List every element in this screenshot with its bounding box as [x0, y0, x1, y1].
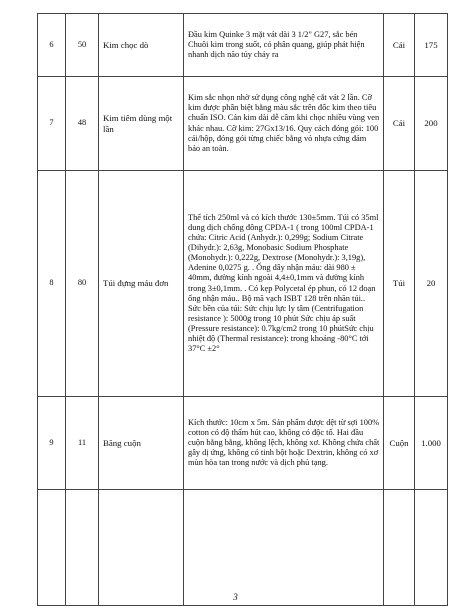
row-description — [184, 77, 384, 171]
row-item-name: Kim chọc dò — [99, 14, 184, 77]
specification-table — [37, 13, 448, 606]
row-unit: Túi — [384, 171, 415, 397]
table-row — [38, 77, 448, 171]
empty-cell — [184, 490, 384, 606]
row-stt: 8 — [38, 171, 66, 397]
page-number: 3 — [233, 592, 238, 602]
row-quantity: 20 — [415, 171, 448, 397]
row-item-name: Kim tiêm dùng một lần — [99, 77, 184, 171]
empty-cell — [66, 490, 99, 606]
empty-cell — [38, 490, 66, 606]
row-description — [184, 397, 384, 490]
table-row-empty — [38, 490, 448, 606]
row-stt: 9 — [38, 397, 66, 490]
table-row — [38, 14, 448, 77]
row-description — [184, 171, 384, 397]
row-quantity: 200 — [415, 77, 448, 171]
row-item-name: Túi đựng máu đơn — [99, 171, 184, 397]
row-stt: 7 — [38, 77, 66, 171]
description-line: Thể tích 250ml và có kích thước 130±5mm. Túi có 35ml dung dịch chống đông CPDA-1 ( trong 100ml CPDA-1 chứa: Citric Acid (Anhydr.): 0,299g; Sodium Citrate (Dihydr.): 2,63g, Monobasic Sodium Phosphate (Monohydr.): 0,222g, Dextrose (Monohydr.): 3,19g), Adenine 0,0275 g. . Ống dây nhận máu: dài 980 ± 40mm, đường kính ngoài 4,4±0,1mm và đường kính trong 3±0,1mm. . Có kẹp Polycetal ép phun, có 12 đoạn ống nhận máu.. Bộ mã vạch ISBT 128 trên nhãn túi.. Sức bền của túi: Sức chịu lực ly tâm (Centrifugation resistance ): 5000g trong 10 phút Sức chịu áp suất (Pressure resistance): 0.7kg/cm2 trong 10 phútSức chịu nhiệt độ (Thermal resistance): trong khoảng -80°C tới 37°C ±2° — [188, 212, 379, 354]
row-description — [184, 14, 384, 77]
empty-cell — [384, 490, 415, 606]
row-code: 50 — [66, 14, 99, 77]
empty-cell — [415, 490, 448, 606]
row-quantity: 175 — [415, 14, 448, 77]
description-line: Đầu kim Quinke 3 mặt vát dài 3 1/2" G27, sắc bén — [188, 29, 358, 39]
description-line: Kích thước: 10cm x 5m. Sản phẩm được dệt từ sợi 100% cotton có độ thấm hút cao, không có độc tố. Hai đầu cuộn bằng bằng, không lệch, không xơ. Không chứa chất gây dị ứng, không có tinh bột hoặc Dextrin, không có xơ mùn hòa tan trong nước và dịch phủ tạng. — [188, 417, 380, 468]
empty-cell — [99, 490, 184, 606]
row-code: 48 — [66, 77, 99, 171]
description-line: Chuôi kim trong suốt, có phân quang, giúp phát hiện nhanh dịch não tủy chảy ra — [188, 39, 365, 60]
row-stt: 6 — [38, 14, 66, 77]
row-quantity: 1.000 — [415, 397, 448, 490]
row-unit: Cái — [384, 77, 415, 171]
table-row — [38, 171, 448, 397]
row-unit: Cuộn — [384, 397, 415, 490]
row-unit: Cái — [384, 14, 415, 77]
table-row — [38, 397, 448, 490]
row-code: 80 — [66, 171, 99, 397]
description-line: Kim sắc nhọn nhờ sử dụng công nghệ cắt vát 2 lần. Cỡ kim được phân biệt bằng màu sắc trên đốc kim theo tiêu chuẩn ISO. Cán kim dài dễ cầm khi chọc nhiều vùng ven khác nhau. Cỡ kim: 27Gx13/16. Quy cách đóng gói: 100 cái/hộp, đóng gói từng chiếc bằng vỏ nhựa cứng đảm bảo an toàn. — [188, 93, 380, 153]
row-code: 11 — [66, 397, 99, 490]
row-item-name: Băng cuộn — [99, 397, 184, 490]
